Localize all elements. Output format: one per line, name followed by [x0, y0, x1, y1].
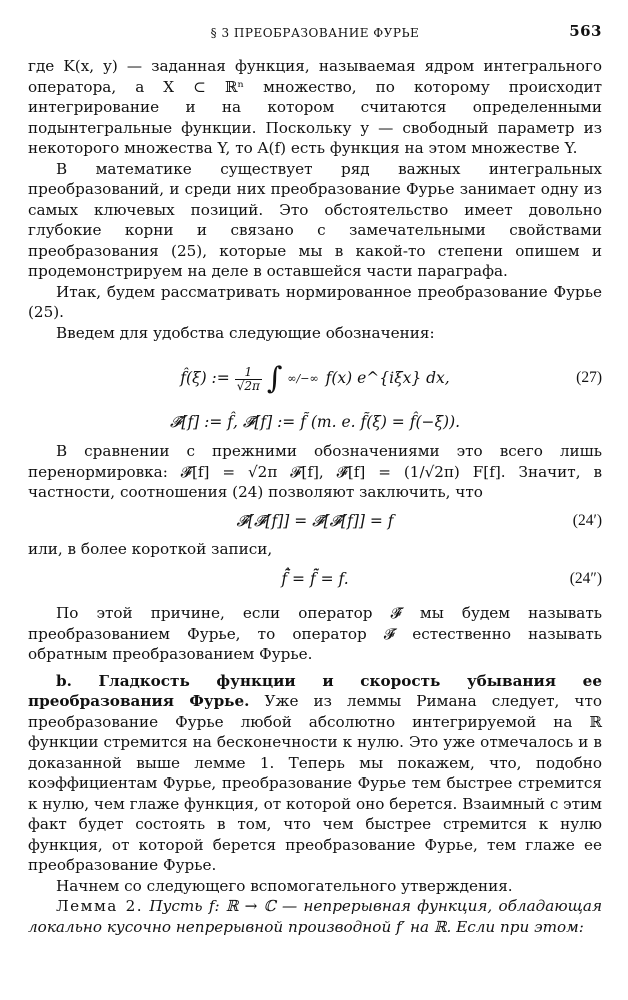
running-header: [28, 22, 602, 46]
formula-24-prime: [28, 503, 602, 539]
formula-27: [28, 347, 602, 409]
book-page: [28, 22, 602, 937]
fraction-numerator: 1: [235, 366, 262, 380]
page-number: 563: [569, 22, 602, 40]
equation-number-24-prime: (24′): [572, 511, 602, 529]
formula-24-double-prime-body: f̃̂ = f̂̃ = f.: [281, 570, 349, 588]
formula-24-prime-body: 𝓕̂[𝓕̃[f]] = 𝓕̃[𝓕̂[f]] = f: [236, 511, 394, 530]
paragraph-renormalization: В сравнении с прежними обозначениями это всего лишь перенормировка: 𝓕̂[f] = √2π 𝓕[f], 𝓕̂[f] = (1/√2π) F[f]. Значит, в частности, соотношения (24) позволяют заключить, что: [28, 442, 602, 501]
formula-27-integrand: f(x) e^{iξx} dx,: [325, 369, 450, 387]
formula-27-lhs: f̂(ξ) :=: [180, 369, 235, 387]
integral-lower-limit: −∞: [300, 372, 319, 385]
fraction-denominator: √2π: [236, 378, 260, 393]
lemma-label: Лемма 2.: [56, 897, 144, 915]
paragraph-short-form: или, в более короткой записи,: [28, 539, 273, 558]
paragraph-smoothness: [28, 671, 602, 876]
section-heading-b: b. Гладкость функции и скорость убывания ее преобразования Фурье.: [28, 671, 602, 710]
paragraph-normalized: Итак, будем рассматривать нормированное преобразование Фурье (25).: [28, 282, 602, 321]
paragraph-lemma-2: [28, 896, 602, 937]
paragraph-inverse-transform: По этой причине, если оператор 𝓕̂ мы будем называть преобразованием Фурье, то оператор 𝓕̃ естественно называть обратным преобразованием Фурье.: [28, 604, 602, 663]
integral-limits: ∞/−∞: [287, 372, 319, 385]
formula-24-double-prime: [28, 559, 602, 599]
formula-operators: 𝓕̂[f] := f̂, 𝓕̃[f] := f̃ (т. е. f̃(ξ) = f̂(−ξ)).: [169, 413, 461, 431]
smoothness-text: Уже из леммы Римана следует, что преобразование Фурье любой абсолютно интегрируемой на ℝ функции стремится на бесконечности к нулю. Это уже отмечалось и в доказанной выше лемме 1. Теперь мы покажем, что, подобно коэффициентам Фурье, преобразование Фурье тем быстрее стремится к нулю, чем глаже функция, от которой оно берется. Взаимный с этим факт будет состоять в том, что чем быстрее стремится к нулю функция, от которой берется преобразование Фурье, тем глаже ее преобразование Фурье.: [28, 692, 603, 874]
paragraph-kernel: где K(x, y) — заданная функция, называемая ядром интегрального оператора, а X ⊂ ℝⁿ множество, по которому происходит интегрирование и на котором считаются определенными подынтегральные функции. Поскольку y — свободный параметр из некоторого множества Y, то A(f) есть функция на этом множестве Y.: [28, 57, 602, 157]
paragraph-auxiliary: Начнем со следующего вспомогательного утверждения.: [56, 876, 513, 895]
formula-27-fraction: [235, 366, 262, 393]
chapter-title: § 3 ПРЕОБРАЗОВАНИЕ ФУРЬЕ: [210, 26, 420, 40]
equation-number-27: (27): [576, 369, 602, 386]
lemma-statement: Пусть f: ℝ → ℂ — непрерывная функция, обладающая локально кусочно непрерывной производной f′ на ℝ. Если при этом:: [28, 897, 602, 936]
paragraph-notation-intro: Введем для удобства следующие обозначения:: [56, 323, 435, 342]
equation-number-24-double-prime: (24″): [569, 570, 602, 587]
integral-upper-limit: ∞: [287, 372, 297, 385]
integral-sign: ∫: [266, 361, 283, 396]
paragraph-transforms: В математике существует ряд важных интегральных преобразований, и среди них преобразование Фурье занимает одну из самых ключевых позиций. Это обстоятельство имеет довольно глубокие корни и связано с замечательными свойствами преобразования (25), которые мы в какой-то степени опишем и продемонстрируем на деле в оставшейся части параграфа.: [28, 159, 602, 280]
